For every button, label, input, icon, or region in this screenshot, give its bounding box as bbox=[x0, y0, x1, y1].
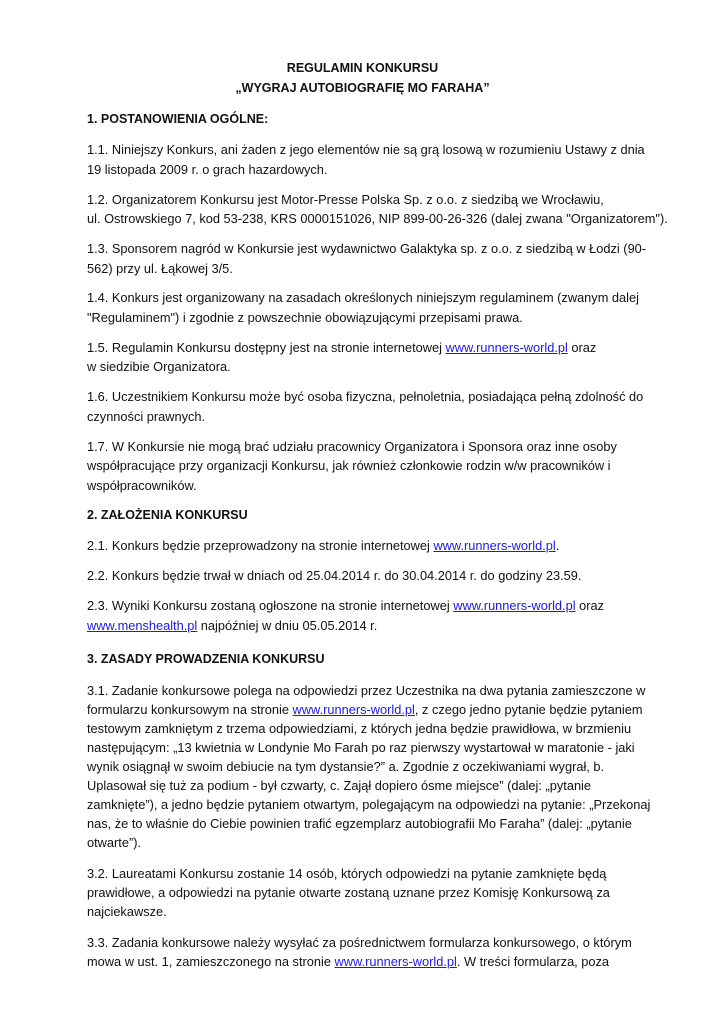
doc-subtitle: „WYGRAJ AUTOBIOGRAFIĘ MO FARAHA” bbox=[235, 81, 490, 95]
para-1-6-line-2: czynności prawnych. bbox=[87, 409, 206, 424]
para-3-1-line-5: wynik osiągnął w swoim debiucie na tym dystansie?” a. Zgodnie z oczekiwaniami wygrał, b. bbox=[87, 759, 605, 774]
para-3-1-line-3: testowym zamkniętym z trzema odpowiedziami, z których jedna będzie prawidłowa, w brzmieniu bbox=[87, 721, 632, 736]
para-3-2-line-2: prawidłowe, a odpowiedzi na pytanie otwarte zostaną uznane przez Komisję Konkursową za bbox=[87, 885, 610, 900]
section-heading-3: 3. ZASADY PROWADZENIA KONKURSU bbox=[87, 652, 325, 666]
para-3-2-line-1: 3.2. Laureatami Konkursu zostanie 14 osób, których odpowiedzi na pytanie zamknięte będą bbox=[87, 866, 607, 881]
para-1-7-line-1: 1.7. W Konkursie nie mogą brać udziału pracownicy Organizatora i Sponsora oraz inne osoby bbox=[87, 439, 617, 454]
para-1-4-line-2: "Regulaminem") i zgodnie z powszechnie obowiązującymi przepisami prawa. bbox=[87, 310, 523, 325]
para-2-3-text: 2.3. Wyniki Konkursu zostaną ogłoszone na stronie internetowej bbox=[87, 598, 454, 613]
para-1-1-line-1: 1.1. Niniejszy Konkurs, ani żaden z jego elementów nie są grą losową w rozumieniu Ustawy z dnia bbox=[87, 142, 645, 157]
para-3-1-line-6: Uplasował się tuż za podium - był czwarty, c. Zajął dopiero ósme miejsce” (dalej: „pytanie bbox=[87, 778, 592, 793]
para-3-1-line-9: otwarte”). bbox=[87, 835, 142, 850]
para-3-1-text: formularzu konkursowym na stronie bbox=[87, 702, 293, 717]
para-3-3-text: mowa w ust. 1, zamieszczonego na stronie bbox=[87, 954, 335, 969]
runners-world-link[interactable]: www.runners-world.pl bbox=[453, 598, 576, 613]
para-1-5-line-2: w siedzibie Organizatora. bbox=[87, 359, 231, 374]
para-1-3-line-1: 1.3. Sponsorem nagród w Konkursie jest wydawnictwo Galaktyka sp. z o.o. z siedzibą w Łodzi (90- bbox=[87, 241, 647, 256]
runners-world-link[interactable]: www.runners-world.pl bbox=[292, 702, 415, 717]
runners-world-link[interactable]: www.runners-world.pl bbox=[334, 954, 457, 969]
para-2-3-line-2 bbox=[87, 618, 377, 633]
section-heading-1: 1. POSTANOWIENIA OGÓLNE: bbox=[87, 112, 269, 126]
para-2-1-text: 2.1. Konkurs będzie przeprowadzony na stronie internetowej bbox=[87, 538, 434, 553]
doc-title: REGULAMIN KONKURSU bbox=[286, 61, 439, 75]
para-1-7-line-2: współpracujące przy organizacji Konkursu, jak również członkowie rodzin w/w pracowników i bbox=[87, 458, 611, 473]
para-2-3-line-1 bbox=[87, 598, 604, 613]
para-3-1-line-4: następującym: „13 kwietnia w Londynie Mo Farah po raz pierwszy wystartował w maratonie - jaki bbox=[87, 740, 635, 755]
para-2-3-text-end: najpóźniej w dniu 05.05.2014 r. bbox=[197, 618, 378, 633]
para-3-3-line-2 bbox=[87, 954, 609, 969]
section-heading-2: 2. ZAŁOŻENIA KONKURSU bbox=[87, 508, 248, 522]
runners-world-link[interactable]: www.runners-world.pl bbox=[445, 340, 568, 355]
para-1-4-line-1: 1.4. Konkurs jest organizowany na zasadach określonych niniejszym regulaminem (zwanym dalej bbox=[87, 290, 639, 305]
para-2-1-text-end: . bbox=[555, 538, 560, 553]
menshealth-link[interactable]: www.menshealth.pl bbox=[87, 618, 198, 633]
para-3-1-text-end: , z czego jedno pytanie będzie pytaniem bbox=[414, 702, 643, 717]
para-1-5-text-end: oraz bbox=[567, 340, 597, 355]
para-3-1-line-8: nas, że to właśnie do Ciebie powinien trafić egzemplarz autobiografii Mo Faraha” (dalej: „pytanie bbox=[87, 816, 632, 831]
para-1-2-line-2: ul. Ostrowskiego 7, kod 53-238, KRS 0000151026, NIP 899-00-26-326 (dalej zwana "Organizatorem"). bbox=[87, 211, 668, 226]
para-3-1-line-7: zamknięte”), a jedno będzie pytaniem otwartym, polegającym na odpowiedzi na pytanie: „Przekonaj bbox=[87, 797, 651, 812]
para-1-3-line-2: 562) przy ul. Łąkowej 3/5. bbox=[87, 261, 233, 276]
para-1-5-text: 1.5. Regulamin Konkursu dostępny jest na stronie internetowej bbox=[87, 340, 446, 355]
para-1-6-line-1: 1.6. Uczestnikiem Konkursu może być osoba fizyczna, pełnoletnia, posiadająca pełną zdolność do bbox=[87, 389, 644, 404]
para-1-2-line-1: 1.2. Organizatorem Konkursu jest Motor-Presse Polska Sp. z o.o. z siedzibą we Wrocławiu, bbox=[87, 192, 604, 207]
runners-world-link[interactable]: www.runners-world.pl bbox=[433, 538, 556, 553]
para-1-1-line-2: 19 listopada 2009 r. o grach hazardowych. bbox=[87, 162, 328, 177]
para-3-1-line-1: 3.1. Zadanie konkursowe polega na odpowiedzi przez Uczestnika na dwa pytania zamieszczone w bbox=[87, 683, 646, 698]
para-3-3-text-end: . W treści formularza, poza bbox=[456, 954, 610, 969]
para-1-7-line-3: współpracowników. bbox=[87, 478, 197, 493]
para-3-2-line-3: najciekawsze. bbox=[87, 904, 167, 919]
para-2-2: 2.2. Konkurs będzie trwał w dniach od 25.04.2014 r. do 30.04.2014 r. do godziny 23.59. bbox=[87, 568, 582, 583]
para-2-1 bbox=[87, 538, 559, 553]
para-1-5-line-1 bbox=[87, 340, 596, 355]
para-2-3-text-mid: oraz bbox=[575, 598, 605, 613]
para-3-1-line-2 bbox=[87, 702, 643, 717]
para-3-3-line-1: 3.3. Zadania konkursowe należy wysyłać za pośrednictwem formularza konkursowego, o którym bbox=[87, 935, 632, 950]
